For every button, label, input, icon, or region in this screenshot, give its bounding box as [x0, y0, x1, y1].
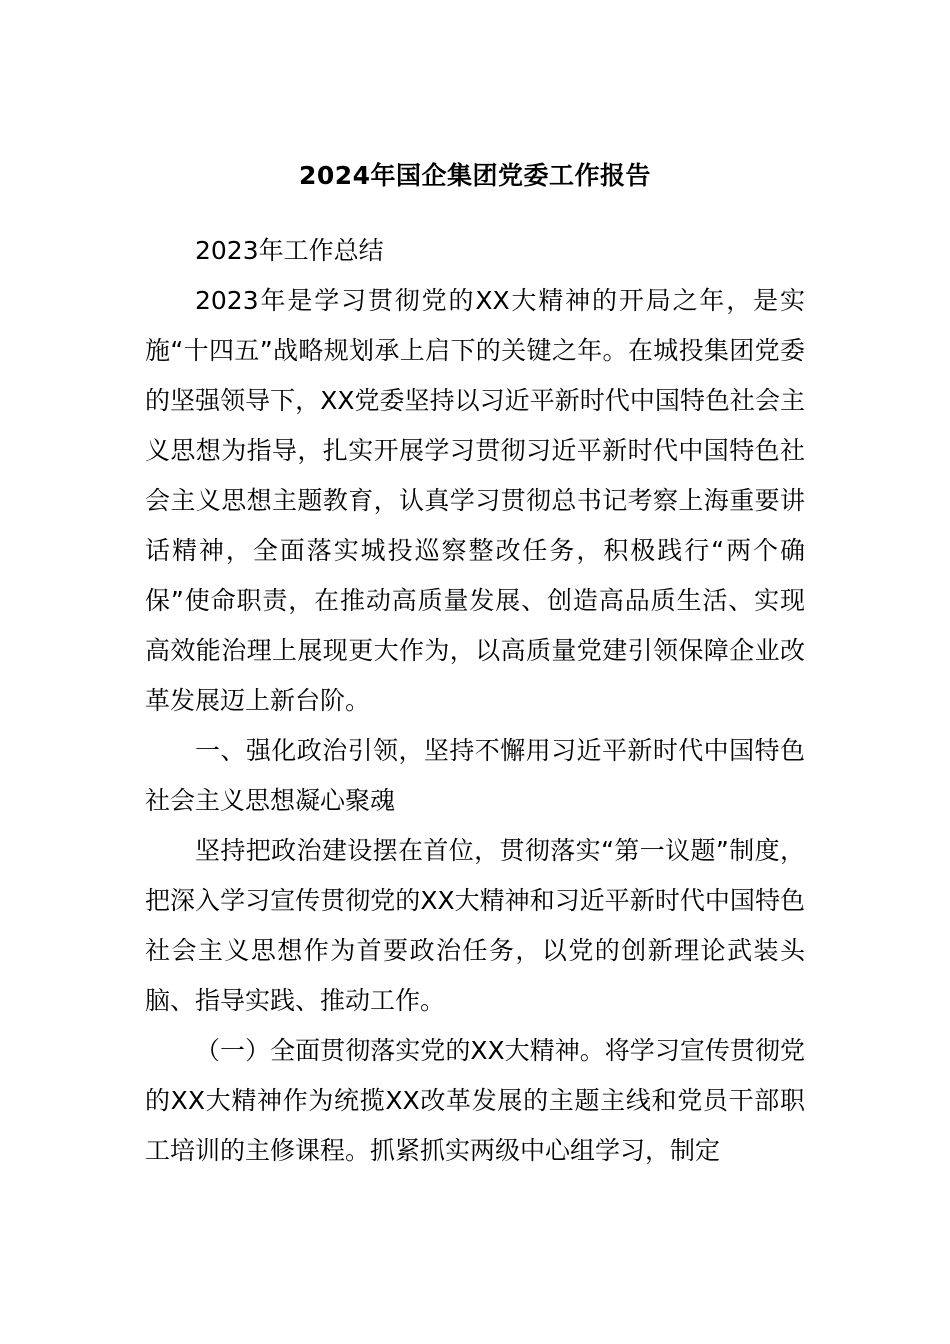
paragraph-summary: 2023年是学习贯彻党的XX大精神的开局之年，是实施“十四五”战略规划承上启下的关键之年。在城投集团党委的坚强领导下，XX党委坚持以习近平新时代中国特色社会主义思想为指导，扎实开展学习贯彻习近平新时代中国特色社会主义思想主题教育，认真学习贯彻总书记考察上海重要讲话精神，全面落实城投巡察整改任务，积极践行“两个确保”使命职责，在推动高质量发展、创造高品质生活、实现高效能治理上展现更大作为，以高质量党建引领保障企业改革发展迈上新台阶。: [145, 286, 805, 715]
paragraph-item-one: （一）全面贯彻落实党的XX大精神。将学习宣传贯彻党的XX大精神作为统揽XX改革发展的主题主线和党员干部职工培训的主修课程。抓紧抓实两级中心组学习，制定: [145, 1036, 805, 1165]
paragraph-political-building: 坚持把政治建设摆在首位，贯彻落实“第一议题”制度，把深入学习宣传贯彻党的XX大精神和习近平新时代中国特色社会主义思想作为首要政治任务，以党的创新理论武装头脑、指导实践、推动工作。: [145, 836, 805, 1015]
paragraph-heading-one: 一、强化政治引领，坚持不懈用习近平新时代中国特色社会主义思想凝心聚魂: [145, 736, 805, 815]
paragraph-section-heading: 2023年工作总结: [195, 236, 384, 265]
document-body: [145, 226, 805, 1176]
document-title: 2024年国企集团党委工作报告: [298, 161, 652, 190]
